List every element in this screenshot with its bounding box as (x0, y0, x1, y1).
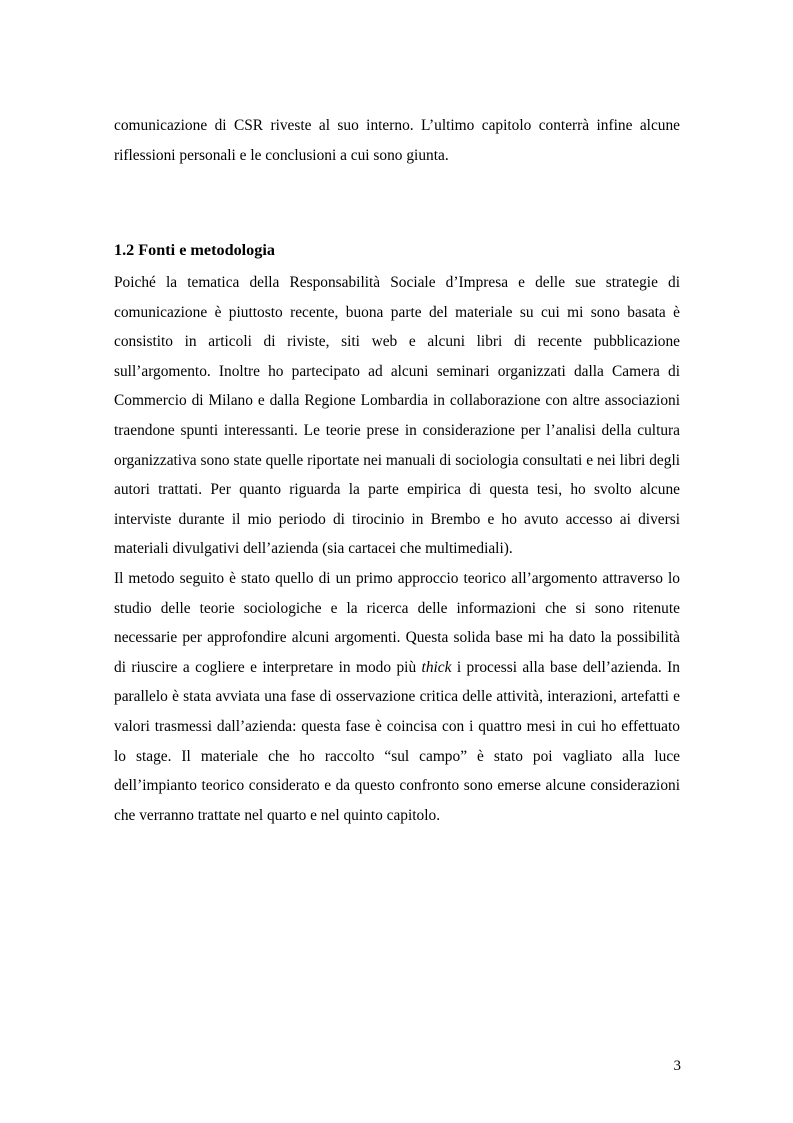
italic-term: thick (421, 658, 452, 676)
body-paragraph-2-end: i processi alla base dell’azienda. In parallelo è stata avviata una fase di osservazione critica delle attività, interazioni, artefatti e valori trasmessi dall’azienda: questa fase è coincisa con i quattro mesi in cui ho effettuato lo stage. Il materiale che ho raccolto “sul campo” è stato poi vagliato alla luce dell’impianto teorico considerato e da questo confronto sono emerse alcune considerazioni che verranno trattate nel quarto e nel quinto capitolo. (114, 658, 680, 824)
intro-paragraph: comunicazione di CSR riveste al suo interno. L’ultimo capitolo conterrà infine alcune riflessioni personali e le conclusioni a cui sono giunta. (114, 117, 680, 164)
body-paragraph-2 (114, 564, 680, 830)
section-body (114, 268, 680, 830)
section-heading: 1.2 Fonti e metodologia (114, 241, 275, 259)
intro-paragraph-block (114, 111, 680, 170)
body-paragraph-2-start: Il metodo seguito è stato quello di un primo approccio teorico all’argomento attraverso lo studio delle teorie sociologiche e la ricerca delle informazioni che si sono ritenute necessarie per approfondire alcuni argomenti. Questa solida base mi ha dato la possibilità di riuscire a cogliere e interpretare in modo più (114, 569, 680, 676)
page-number: 3 (673, 1058, 681, 1074)
body-paragraph-1: Poiché la tematica della Responsabilità Sociale d’Impresa e delle sue strategie di comunicazione è piuttosto recente, buona parte del materiale su cui mi sono basata è consistito in articoli di riviste, siti web e alcuni libri di recente pubblicazione sull’argomento. Inoltre ho partecipato ad alcuni seminari organizzati dalla Camera di Commercio di Milano e dalla Regione Lombardia in collaborazione con altre associazioni traendone spunti interessanti. Le teorie prese in considerazione per l’analisi della cultura organizzativa sono state quelle riportate nei manuali di sociologia consultati e nei libri degli autori trattati. Per quanto riguarda la parte empirica di questa tesi, ho svolto alcune interviste durante il mio periodo di tirocinio in Brembo e ho avuto accesso ai diversi materiali divulgativi dell’azienda (sia cartacei che multimediali). (114, 274, 680, 558)
